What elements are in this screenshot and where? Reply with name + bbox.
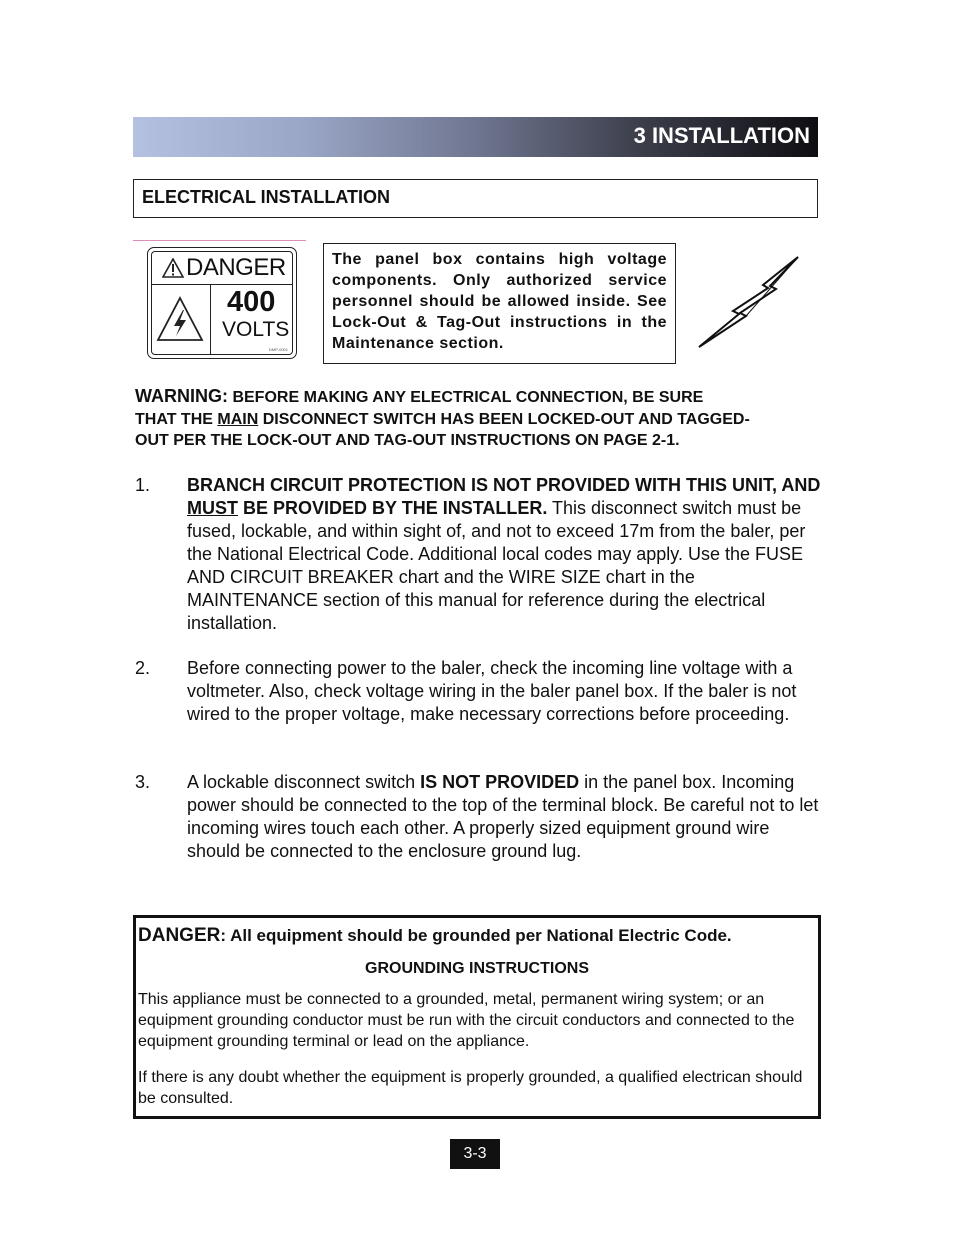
warning-line-1: BEFORE MAKING ANY ELECTRICAL CONNECTION, BE SURE <box>228 389 704 406</box>
warning-line-2-pre: THAT THE <box>135 410 218 428</box>
chapter-banner <box>133 117 818 157</box>
list-text: Before connecting power to the baler, check the incoming line voltage with a voltmeter. Also, check voltage wiring in the baler panel box. If the baler is not wired to the proper voltage, make necessary corrections before proceeding. <box>187 658 797 724</box>
list-number: 3. <box>135 772 151 792</box>
warning-paragraph <box>135 386 825 452</box>
list-must-emphasis: MUST <box>187 498 238 518</box>
danger-voltage-sign <box>147 247 297 359</box>
warning-line-3: OUT PER THE LOCK-OUT AND TAG-OUT INSTRUCTIONS ON PAGE 2-1. <box>135 432 680 449</box>
page-number: 3-3 <box>450 1139 500 1169</box>
warning-line-2-post: DISCONNECT SWITCH HAS BEEN LOCKED-OUT AND TAGGED- <box>258 410 750 428</box>
warning-triangle-icon <box>162 258 184 278</box>
grounding-danger-box <box>133 915 821 1119</box>
section-title: ELECTRICAL INSTALLATION <box>142 187 390 207</box>
sign-unit: VOLTS <box>222 318 290 341</box>
list-text <box>187 474 825 635</box>
sign-label: DANGER <box>186 254 286 281</box>
grounding-subtitle: GROUNDING INSTRUCTIONS <box>365 960 589 977</box>
notice-text: The panel box contains high voltage components. Only authorized service personnel should be allowed inside. See Lock-Out & Tag-Out instructions in the Maintenance section. <box>332 251 667 352</box>
section-header-box <box>133 179 818 218</box>
electric-hazard-icon <box>152 284 208 354</box>
list-bold-text: BRANCH CIRCUIT PROTECTION IS NOT PROVIDED WITH THIS UNIT, AND <box>187 475 821 495</box>
sign-header <box>152 252 292 285</box>
list-body-text: This disconnect switch must be fused, lockable, and within sight of, and not to exceed 17m from the baler, per the National Electrical Code. Additional local codes may apply. Use the FUSE AND CIRCUIT BREAKER chart and the WIRE SIZE chart in the MAINTENANCE section of this manual for reference during the electrical installation. <box>187 498 806 633</box>
list-bold-text: BE PROVIDED BY THE INSTALLER. <box>238 498 548 518</box>
danger-title-text: : All equipment should be grounded per National Electric Code. <box>220 926 732 945</box>
lightning-bolt-icon <box>697 255 801 349</box>
list-body-text: A lockable disconnect switch <box>187 772 421 792</box>
high-voltage-notice <box>323 243 676 364</box>
grounding-paragraph-2: If there is any doubt whether the equipment is properly grounded, a qualified electrican should be consulted. <box>138 1069 803 1107</box>
list-number: 1. <box>135 475 151 495</box>
list-body-text: in the panel box. Incoming power should be connected to the top of the terminal block. Be careful not to let incoming wires touch each other. A properly sized equipment ground wire should be connected to the enclosure ground lug. <box>187 772 819 861</box>
warning-lead: WARNING: <box>135 386 228 406</box>
warning-main-emphasis: MAIN <box>217 410 259 428</box>
list-bold-text: IS NOT PROVIDED <box>420 772 580 792</box>
sign-part-number: DMP-0001 <box>268 347 288 352</box>
divider-line <box>133 240 306 241</box>
sign-symbol-panel <box>152 284 211 354</box>
danger-lead: DANGER <box>138 925 221 946</box>
chapter-title: 3 INSTALLATION <box>633 123 810 148</box>
list-number: 2. <box>135 658 151 678</box>
sign-voltage: 400 <box>227 286 276 318</box>
danger-box-title <box>138 925 732 947</box>
grounding-paragraph-1: This appliance must be connected to a grounded, metal, permanent wiring system; or an equipment grounding conductor must be run with the circuit conductors and connected to the equipment grounding terminal or lead on the appliance. <box>138 991 795 1050</box>
list-text <box>187 771 825 863</box>
